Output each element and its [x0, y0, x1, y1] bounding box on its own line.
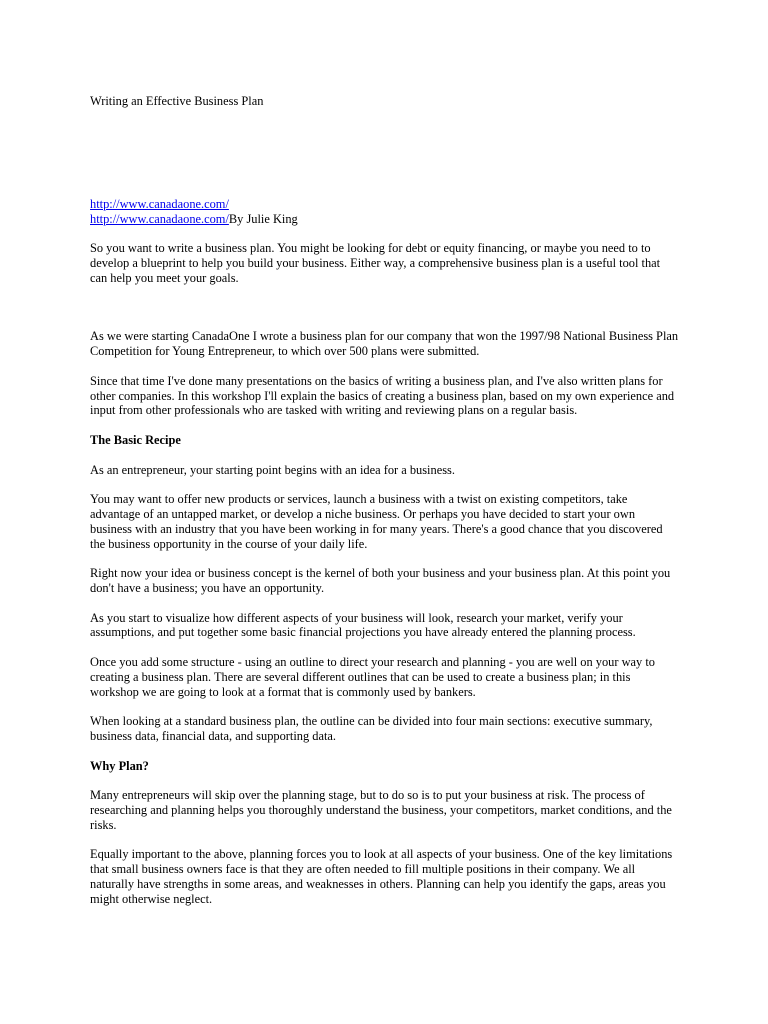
paragraph-visualize: As you start to visualize how different aspects of your business will look, research your market, verify your assumptions, and put together some basic financial projections you have already entered the planning process. — [90, 610, 636, 640]
article-body — [90, 241, 680, 921]
paragraph-intro: So you want to write a business plan. You might be looking for debt or equity financing, or maybe you need to to develop a blueprint to help you build your business. Either way, a comprehensive business plan is a useful tool that can help you meet your goals. — [90, 241, 661, 285]
byline: By Julie King — [228, 211, 298, 226]
paragraph-structure: Once you add some structure - using an outline to direct your research and planning - you are well on your way to creating a business plan. There are several different outlines that can be used to create a business plan; in this workshop we are going to look at a format that is commonly used by bankers. — [90, 654, 655, 699]
paragraph-starting-point: As an entrepreneur, your starting point begins with an idea for a business. — [90, 462, 455, 477]
paragraph-outline: When looking at a standard business plan, the outline can be divided into four main sections: executive summary, business data, financial data, and supporting data. — [90, 714, 653, 743]
paragraph-canadaone: As we were starting CanadaOne I wrote a business plan for our company that won the 1997/98 National Business Plan Competition for Young Entrepreneur, to which over 500 plans were submitted. — [90, 329, 679, 359]
paragraph-offer-products: You may want to offer new products or services, launch a business with a twist on existing competitors, take advantage of an untapped market, or develop a niche business. Or perhaps you have decided to start your own business with an industry that you have been working in for many years. There's a good chance that you discovered the business opportunity in the course of your daily life. — [90, 492, 663, 551]
paragraph-skip-planning: Many entrepreneurs will skip over the planning stage, but to do so is to put your business at risk. The process of researching and planning helps you thoroughly understand the business, your competitors, market conditions, and the risks. — [90, 788, 672, 832]
source-links — [90, 197, 298, 227]
paragraph-equally-important: Equally important to the above, planning forces you to look at all aspects of your business. One of the key limitations that small business owners face is that they are often needed to fill multiple positions in their company. We all naturally have strengths in some areas, and weaknesses in others. Planning can help you identify the gaps, areas you might otherwise neglect. — [90, 847, 673, 906]
document-title: Writing an Effective Business Plan — [90, 94, 264, 108]
heading-basic-recipe: The Basic Recipe — [90, 432, 181, 447]
paragraph-kernel: Right now your idea or business concept is the kernel of both your business and your business plan. At this point you don't have a business; you have an opportunity. — [90, 566, 671, 595]
source-link-2[interactable]: http://www.canadaone.com/ — [90, 211, 229, 226]
source-link-1[interactable]: http://www.canadaone.com/ — [90, 197, 229, 211]
heading-why-plan: Why Plan? — [90, 758, 149, 773]
paragraph-presentations: Since that time I've done many presentations on the basics of writing a business plan, and I've also written plans for other companies. In this workshop I'll explain the basics of creating a business plan, based on my own experience and input from other professionals who are tasked with writing and reviewing plans on a regular basis. — [90, 373, 675, 418]
